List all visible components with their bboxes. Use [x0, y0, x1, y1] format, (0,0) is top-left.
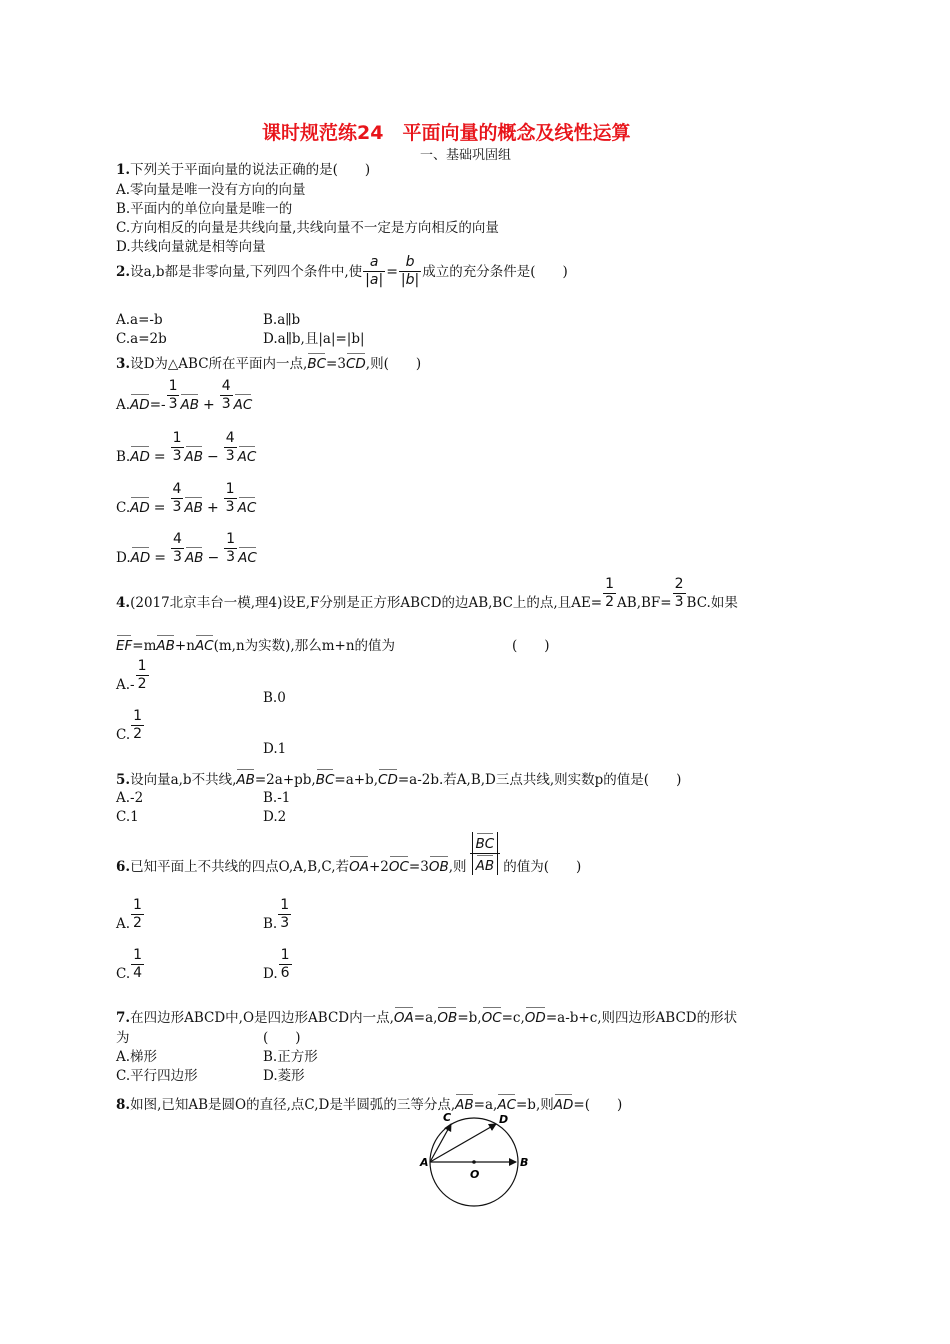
stem-part: =a,: [413, 1010, 438, 1026]
question-number: 6.: [116, 859, 131, 875]
frac-denominator: 3: [168, 396, 178, 412]
q5-option-d[interactable]: D.2: [263, 809, 287, 825]
fraction-one-sixth: [279, 947, 292, 982]
frac-numerator: 1: [280, 947, 290, 963]
stem-part: =b,则: [516, 1097, 554, 1113]
q2-option-c[interactable]: C.a=2b: [116, 331, 167, 347]
minus-sign: −: [207, 449, 219, 465]
stem-part: 的值为( ): [503, 859, 582, 875]
equals-sign: =: [149, 397, 161, 413]
question-stem: (m,n为实数),那么m+n的值为: [213, 638, 396, 654]
frac-numerator: 1: [137, 658, 147, 674]
frac-numerator: 1: [133, 897, 142, 913]
minus-sign: −: [207, 550, 220, 566]
vector-oc: OC: [482, 1006, 502, 1026]
q4-option-d[interactable]: D.1: [263, 741, 287, 757]
q4-option-a[interactable]: [116, 658, 150, 693]
frac-denominator: 3: [674, 594, 684, 610]
stem-part: =a-2b.若A,B,D三点共线,则实数p的值是( ): [397, 772, 682, 788]
question-stem: (2017北京丰台一模,理4)设E,F分别是正方形ABCD的边AB,BC上的点,且AE=: [130, 595, 603, 611]
vector-ad: AD: [130, 393, 150, 413]
frac-denominator: 3: [225, 448, 235, 464]
frac-numerator: 2: [674, 576, 684, 592]
option-label: B.: [263, 916, 278, 932]
vector-ac: AC: [238, 546, 257, 566]
vector-ac: AC: [497, 1093, 516, 1113]
frac-numerator: 1: [226, 531, 236, 547]
frac-denominator: 3: [225, 499, 235, 515]
label-o: O: [470, 1168, 480, 1181]
q3-option-a[interactable]: [116, 378, 252, 413]
fraction-four-thirds: [224, 430, 237, 465]
page-title: 课时规范练24 平面向量的概念及线性运算: [262, 122, 631, 144]
q3-option-d[interactable]: [116, 531, 257, 566]
plus-n: +n: [174, 638, 195, 654]
frac-denominator: 3: [173, 549, 182, 565]
minus-sign: -: [161, 397, 166, 413]
question-stem: 设向量a,b不共线,: [130, 772, 237, 788]
frac-denominator: |a|: [365, 272, 384, 288]
fraction-one-third: [167, 378, 180, 413]
question-stem: 如图,已知AB是圆O的直径,点C,D是半圆弧的三等分点,: [130, 1097, 456, 1113]
q6-option-b[interactable]: [263, 897, 292, 932]
fraction-one-half: [603, 576, 616, 611]
vector-cd: CD: [378, 768, 398, 788]
question-8: [116, 1093, 622, 1113]
q7-option-a[interactable]: A.梯形: [116, 1049, 158, 1065]
vector-bc-norm: BC: [476, 832, 495, 853]
fraction-one-third: [224, 481, 237, 516]
q3-option-c[interactable]: [116, 481, 256, 516]
frac-numerator: 1: [280, 897, 290, 913]
question-4: [116, 576, 738, 611]
option-label: C.: [116, 500, 131, 516]
frac-numerator: b: [405, 254, 415, 270]
q5-option-c[interactable]: C.1: [116, 809, 139, 825]
frac-denominator: 6: [280, 965, 290, 981]
question-3: [116, 352, 421, 372]
question-1: [116, 162, 370, 178]
question-stem: 下列关于平面向量的说法正确的是( ): [130, 162, 371, 178]
fraction-two-thirds: [673, 576, 686, 611]
vector-oa: OA: [349, 855, 369, 875]
minus-sign: -: [130, 677, 135, 693]
question-5: [116, 768, 681, 788]
stem-part: =( ): [573, 1097, 623, 1113]
fraction-four-thirds: [171, 481, 184, 516]
frac-numerator: 4: [221, 378, 231, 394]
vector-ef: EF: [116, 634, 132, 654]
equals-sign: =: [386, 263, 398, 280]
frac-denominator: 3: [172, 448, 182, 464]
frac-numerator: 1: [133, 708, 143, 724]
fraction-b-over-norm-b: [399, 254, 421, 289]
equals-sign: =: [153, 500, 166, 516]
question-number: 4.: [116, 595, 131, 611]
vector-ab: AB: [236, 768, 255, 788]
equals-sign: =: [154, 550, 167, 566]
question-stem-end: ,则( ): [365, 356, 422, 372]
frac-denominator: 4: [133, 965, 143, 981]
frac-denominator: 3: [221, 396, 231, 412]
center-point: [472, 1160, 476, 1164]
q2-option-b[interactable]: B.a∥b: [263, 312, 301, 328]
vector-ad: AD: [131, 546, 151, 566]
label-a: A: [420, 1156, 429, 1169]
frac-numerator: 1: [225, 481, 235, 497]
q7-option-b[interactable]: B.正方形: [263, 1049, 318, 1065]
question-number: 7.: [116, 1010, 131, 1026]
fraction-one-third: [224, 531, 237, 566]
frac-denominator: 2: [133, 915, 142, 931]
q2-option-a[interactable]: A.a=-b: [116, 312, 163, 328]
label-c: C: [443, 1111, 452, 1124]
stem-part: =b,: [457, 1010, 482, 1026]
frac-numerator: a: [369, 254, 379, 270]
question-number: 8.: [116, 1097, 131, 1113]
stem-part: =3: [408, 859, 429, 875]
fraction-one-third: [171, 430, 184, 465]
q4-option-b[interactable]: B.0: [263, 690, 286, 706]
q6-option-a[interactable]: [116, 897, 145, 932]
fraction-a-over-norm-a: [363, 254, 385, 289]
circle-diagram: [415, 1110, 540, 1210]
vector-ob: OB: [429, 855, 449, 875]
section-heading: 一、基础巩固组: [420, 148, 512, 163]
q7-option-d[interactable]: D.菱形: [263, 1068, 305, 1084]
question-number: 3.: [116, 356, 131, 372]
frac-numerator: 1: [172, 430, 182, 446]
option-label: B.: [116, 449, 131, 465]
stem-part: =c,: [501, 1010, 525, 1026]
q6-option-c[interactable]: [116, 947, 145, 982]
question-2: [116, 254, 568, 289]
frac-denominator: 3: [172, 499, 182, 515]
question-stem: 成立的充分条件是( ): [422, 263, 568, 280]
q7-option-c[interactable]: C.平行四边形: [116, 1068, 198, 1084]
fraction-one-half: [131, 897, 144, 932]
vector-ad: AD: [130, 496, 150, 516]
stem-part: ,则: [448, 859, 467, 875]
question-stem-end: BC.如果: [686, 595, 738, 611]
option-label: A.: [116, 397, 131, 413]
frac-numerator: 1: [133, 947, 143, 963]
option-label: C.: [116, 727, 131, 743]
frac-numerator: 1: [168, 378, 178, 394]
question-4-line-2: [116, 634, 395, 654]
vector-ac: AC: [238, 496, 257, 516]
frac-denominator: 2: [605, 594, 615, 610]
question-number: 2.: [116, 263, 131, 280]
vector-cd: CD: [346, 352, 366, 372]
q4-answer-paren: ( ): [512, 638, 550, 654]
equals-m: =m: [132, 638, 157, 654]
question-number: 5.: [116, 772, 131, 788]
frac-numerator: 4: [172, 481, 182, 497]
fraction-four-thirds: [171, 531, 184, 566]
vector-oa: OA: [394, 1006, 414, 1026]
frac-numerator: 4: [173, 531, 182, 547]
plus-sign: +: [206, 500, 219, 516]
q3-option-b[interactable]: [116, 430, 256, 465]
vector-ad: AD: [554, 1093, 574, 1113]
frac-denominator: |b|: [400, 272, 420, 288]
question-stem: 已知平面上不共线的四点O,A,B,C,若: [130, 859, 350, 875]
vector-ab: AB: [180, 393, 199, 413]
question-7: [116, 1006, 737, 1026]
fraction-one-third: [278, 897, 291, 932]
stem-part: =a,: [473, 1097, 498, 1113]
vector-ab: AB: [455, 1093, 474, 1113]
q5-option-a[interactable]: A.-2: [116, 790, 144, 806]
vector-ac: AC: [234, 393, 253, 413]
option-label: D.: [116, 550, 131, 566]
option-label: D.: [263, 966, 278, 982]
fraction-bc-over-ab: [470, 832, 501, 875]
q4-option-c[interactable]: [116, 708, 145, 743]
vector-ac: AC: [195, 634, 214, 654]
stem-part: =a-b+c,则四边形ABCD的形状: [545, 1010, 738, 1026]
fraction-one-quarter: [131, 947, 144, 982]
plus-sign: +: [202, 397, 215, 413]
vector-bc: BC: [316, 768, 335, 788]
question-stem: 设a,b都是非零向量,下列四个条件中,使: [130, 263, 363, 280]
vector-ob: OB: [437, 1006, 457, 1026]
q2-option-d[interactable]: D.a∥b,且|a|=|b|: [263, 331, 365, 347]
vector-ab: AB: [185, 445, 204, 465]
q6-option-d[interactable]: [263, 947, 293, 982]
vector-ab: AB: [184, 496, 203, 516]
vector-oc: OC: [389, 855, 409, 875]
frac-denominator: 3: [280, 915, 290, 931]
vector-ad: AD: [130, 445, 150, 465]
equals-three: =3: [326, 356, 346, 372]
frac-denominator: 3: [226, 549, 236, 565]
question-7-line-2: 为: [116, 1030, 130, 1046]
stem-part: =2a+pb,: [254, 772, 316, 788]
frac-numerator: 1: [605, 576, 615, 592]
q1-option-d[interactable]: D.共线向量就是相等向量: [116, 239, 266, 255]
frac-numerator: 4: [225, 430, 235, 446]
question-stem-mid: AB,BF=: [617, 595, 672, 611]
fraction-one-half: [136, 658, 149, 693]
q5-option-b[interactable]: B.-1: [263, 790, 291, 806]
q1-option-b[interactable]: B.平面内的单位向量是唯一的: [116, 201, 293, 217]
vector-ac: AC: [238, 445, 257, 465]
vector-od: OD: [525, 1006, 546, 1026]
vector-bc: BC: [307, 352, 326, 372]
equals-sign: =: [153, 449, 166, 465]
question-6: [116, 832, 581, 875]
vector-ab: AB: [185, 546, 204, 566]
q7-answer-paren: ( ): [263, 1030, 301, 1046]
q1-option-c[interactable]: C.方向相反的向量是共线向量,共线向量不一定是方向相反的向量: [116, 220, 499, 236]
vector-ab: AB: [156, 634, 175, 654]
question-number: 1.: [116, 162, 131, 178]
stem-part: =a+b,: [334, 772, 379, 788]
stem-part: +2: [368, 859, 389, 875]
fraction-one-half: [131, 708, 144, 743]
frac-denominator: 2: [133, 726, 143, 742]
option-label: A.: [116, 916, 131, 932]
option-label: A.: [116, 677, 131, 693]
vector-ab-norm: AB: [476, 854, 495, 875]
question-stem: 在四边形ABCD中,O是四边形ABCD内一点,: [130, 1010, 394, 1026]
label-d: D: [499, 1113, 509, 1126]
q1-option-a[interactable]: A.零向量是唯一没有方向的向量: [116, 182, 306, 198]
fraction-four-thirds: [220, 378, 233, 413]
question-stem: 设D为△ABC所在平面内一点,: [130, 356, 308, 372]
option-label: C.: [116, 966, 131, 982]
label-b: B: [520, 1156, 529, 1169]
frac-denominator: 2: [137, 676, 147, 692]
